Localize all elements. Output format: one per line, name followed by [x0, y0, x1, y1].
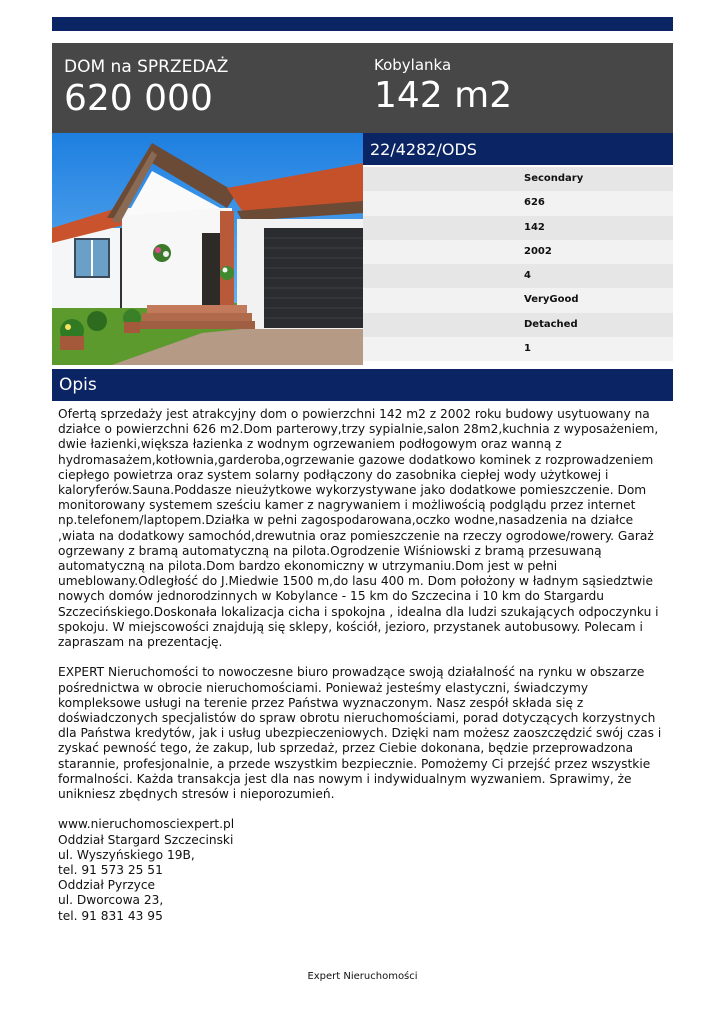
property-area: 142 m2 — [374, 75, 513, 116]
spec-row — [363, 288, 673, 312]
contact-phone: tel. 91 573 25 51 — [58, 863, 163, 878]
spec-row — [363, 216, 673, 240]
description-body — [58, 407, 668, 924]
spec-value: Secondary — [524, 173, 584, 184]
spec-table — [363, 167, 673, 361]
spec-value: 626 — [524, 197, 545, 209]
description-title: Opis — [59, 375, 97, 395]
description-paragraph: Ofertą sprzedaży jest atrakcyjny dom o powierzchni 142 m2 z 2002 roku budowy usytuowany na działce o powierzchni 626 m2.Dom parterowy,trzy sypialnie,salon 28m2,kuchnia z wyposażeniem, dwie łazienki,większa łazienka z wodnym ogrzewaniem podłogowym oraz wanną z hydromasażem,kotłownia,garderoba,ogrzewanie gazowe dodatkowo kominek z rozprowadzeniem ciepłego powietrza oraz system solarny podłączony do zasobnika ciepłej wody użytkowej i kaloryferów.Sauna.Poddasze nieużytkowe wykorzystywane jako dodatkowe pomieszczenie. Dom monitorowany systemem sześciu kamer z nagrywaniem i możliwością podglądu przez internet np.telefonem/laptopem.Działka w pełni zagospodarowana,oczko wodne,nasadzenia na działce ,wiata na dodatkowy samochód,drewutnia oraz pomieszczenie na rzeczy ogrodowe/rowery. Garaż ogrzewany z bramą automatyczną na pilota.Ogrodzenie Wiśniowski z bramą przesuwaną automatyczną na pilota.Dom bardzo ekonomiczny w utrzymaniu.Dom jest w pełni umeblowany.Odległość do J.Miedwie 1500 m,do lasu 400 m. Dom położony w ładnym sąsiedztwie nowych domów jednorodzinnych w Kobylance - 15 km do Szczecina i 10 km do Stargardu Szczecińskiego.Doskonała lokalizacja cicha i spokojna , idealna dla ludzi szukających odpoczynku i spokoju. W miejscowości znajdują się sklepy, kościół, jezioro, przystanek autobusowy. Polecam i zapraszam na prezentację. — [58, 407, 659, 650]
spec-row — [363, 337, 673, 361]
property-type: DOM na SPRZEDAŻ — [64, 57, 229, 77]
contact-line: ul. Dworcowa 23, — [58, 893, 164, 908]
contact-block — [58, 817, 668, 923]
contact-line: Oddział Pyrzyce — [58, 878, 156, 893]
website-link[interactable]: www.nieruchomosciexpert.pl — [58, 817, 235, 832]
spec-row — [363, 167, 673, 191]
page-footer: Expert Nieruchomości — [307, 971, 418, 982]
property-city: Kobylanka — [374, 56, 452, 74]
property-photo — [52, 133, 363, 365]
contact-phone: tel. 91 831 43 95 — [58, 908, 163, 923]
spec-value: 2002 — [524, 245, 552, 257]
spec-value: 142 — [524, 221, 545, 233]
description-bar — [52, 369, 673, 401]
contact-line: ul. Wyszyńskiego 19B, — [58, 847, 195, 862]
reference-number: 22/4282/ODS — [370, 140, 477, 159]
spec-row — [363, 264, 673, 288]
spec-value: 4 — [524, 270, 531, 282]
spec-row — [363, 240, 673, 264]
spec-row — [363, 313, 673, 337]
listing-header — [52, 43, 673, 133]
header-left — [64, 57, 228, 120]
spec-value: Detached — [524, 318, 578, 330]
contact-line: Oddział Stargard Szczecinski — [58, 832, 234, 847]
top-accent-bar — [52, 17, 673, 31]
reference-bar — [363, 133, 673, 165]
header-right — [374, 57, 512, 117]
description-paragraph: EXPERT Nieruchomości to nowoczesne biuro prowadzące swoją działalność na rynku w obszarze pośrednictwa w obrocie nieruchomościami. Ponieważ jesteśmy elastyczni, świadczymy kompleksowe usługi na terenie przez Państwa wyznaczonym. Nasz zespół składa się z doświadczonych specjalistów do spraw obrotu nieruchomościami, porad dotyczących korzystnych dla Państwa kredytów, jak i usług ubezpieczeniowych. Dzięki nam możesz zaoszczędzić swój czas i zyskać pewność tego, że zakup, lub sprzedaż, przez Ciebie dokonana, będzie przeprowadzona starannie, profesjonalnie, a przede wszystkim bezpiecznie. Pomożemy Ci przejść przez wszystkie formalności. Każda transakcja jest dla nas nowym i indywidualnym wyzwaniem. Sprawimy, że unikniesz zbędnych stresów i nieporozumień. — [58, 665, 662, 802]
property-price: 620 000 — [64, 78, 213, 119]
spec-row — [363, 191, 673, 215]
spec-value: VeryGood — [524, 294, 579, 306]
spec-value: 1 — [524, 343, 531, 355]
